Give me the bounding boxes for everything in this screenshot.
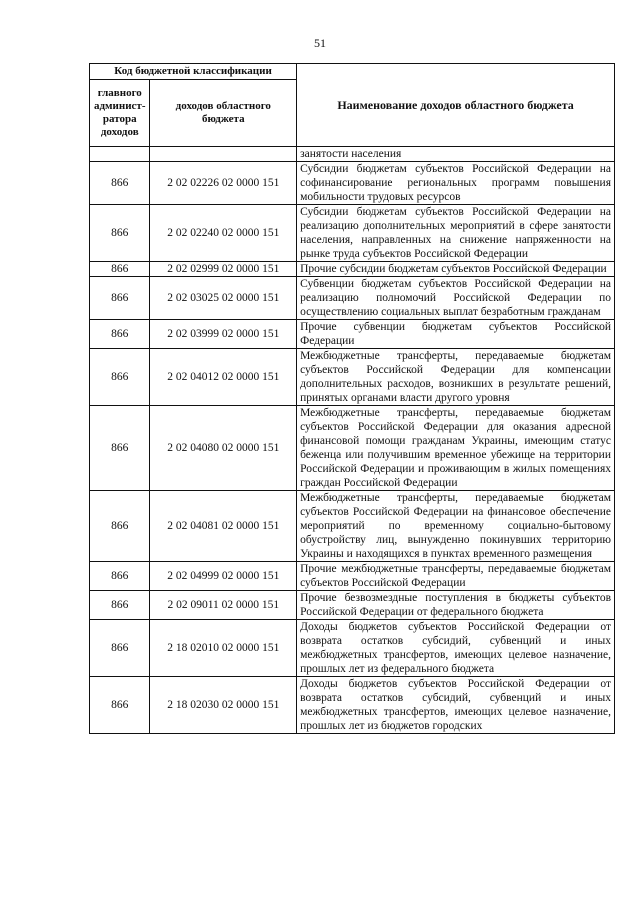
income-code-cell: 2 02 04080 02 0000 151 [150, 406, 297, 491]
income-code-cell: 2 02 03025 02 0000 151 [150, 277, 297, 320]
admin-code-cell: 866 [90, 205, 150, 262]
table-row [90, 205, 615, 262]
admin-code-cell: 866 [90, 162, 150, 205]
header-regional-income: доходов областного бюджета [150, 80, 297, 147]
income-code-cell: 2 02 02240 02 0000 151 [150, 205, 297, 262]
admin-code-cell: 866 [90, 677, 150, 734]
income-code-cell [150, 147, 297, 162]
budget-classification-table [89, 63, 615, 734]
income-name-cell: Доходы бюджетов субъектов Российской Федерации от возврата остатков субсидий, субвенций и иных межбюджетных трансфертов, имеющих целевое назначение, прошлых лет из бюджетов городских [297, 677, 615, 734]
admin-code-cell: 866 [90, 591, 150, 620]
table-row [90, 406, 615, 491]
admin-code-cell: 866 [90, 406, 150, 491]
income-code-cell: 2 02 04012 02 0000 151 [150, 349, 297, 406]
header-classification-code: Код бюджетной классификации [90, 64, 297, 80]
income-name-cell: Субсидии бюджетам субъектов Российской Федерации на софинансирование региональных программ повышения мобильности трудовых ресурсов [297, 162, 615, 205]
income-code-cell: 2 02 04081 02 0000 151 [150, 491, 297, 562]
table-row [90, 491, 615, 562]
income-code-cell: 2 18 02010 02 0000 151 [150, 620, 297, 677]
income-code-cell: 2 02 02226 02 0000 151 [150, 162, 297, 205]
income-code-cell: 2 02 02999 02 0000 151 [150, 262, 297, 277]
admin-code-cell [90, 147, 150, 162]
admin-code-cell: 866 [90, 620, 150, 677]
income-name-cell: Прочие межбюджетные трансферты, передаваемые бюджетам субъектов Российской Федерации [297, 562, 615, 591]
income-name-cell: Прочие субвенции бюджетам субъектов Российской Федерации [297, 320, 615, 349]
income-name-cell: занятости населения [297, 147, 615, 162]
table-row [90, 147, 615, 162]
table-row [90, 620, 615, 677]
table-row [90, 320, 615, 349]
income-name-cell: Межбюджетные трансферты, передаваемые бюджетам субъектов Российской Федерации для компенсации дополнительных расходов, возникших в результате решений, принятых органами власти другого уровня [297, 349, 615, 406]
table-row [90, 591, 615, 620]
income-name-cell: Прочие безвозмездные поступления в бюджеты субъектов Российской Федерации от федерального бюджета [297, 591, 615, 620]
admin-code-cell: 866 [90, 491, 150, 562]
income-name-cell: Субсидии бюджетам субъектов Российской Федерации на реализацию дополнительных мероприятий в сфере занятости населения, направленных на снижение напряженности на рынке труда субъектов Российской Федерации [297, 205, 615, 262]
income-name-cell: Субвенции бюджетам субъектов Российской Федерации на реализацию полномочий Российской Федерации по осуществлению социальных выплат безработным гражданам [297, 277, 615, 320]
table-row [90, 277, 615, 320]
admin-code-cell: 866 [90, 320, 150, 349]
admin-code-cell: 866 [90, 562, 150, 591]
table-row [90, 677, 615, 734]
page-number: 51 [314, 36, 326, 50]
header-income-name: Наименование доходов областного бюджета [297, 64, 615, 147]
income-name-cell: Доходы бюджетов субъектов Российской Федерации от возврата остатков субсидий, субвенций и иных межбюджетных трансфертов, имеющих целевое назначение, прошлых лет из федерального бюджета [297, 620, 615, 677]
table-row [90, 162, 615, 205]
table-row [90, 349, 615, 406]
income-code-cell: 2 02 04999 02 0000 151 [150, 562, 297, 591]
admin-code-cell: 866 [90, 262, 150, 277]
income-code-cell: 2 18 02030 02 0000 151 [150, 677, 297, 734]
admin-code-cell: 866 [90, 349, 150, 406]
header-main-administrator: главного админист-ратора доходов [90, 80, 150, 147]
income-code-cell: 2 02 09011 02 0000 151 [150, 591, 297, 620]
income-code-cell: 2 02 03999 02 0000 151 [150, 320, 297, 349]
admin-code-cell: 866 [90, 277, 150, 320]
income-name-cell: Прочие субсидии бюджетам субъектов Российской Федерации [297, 262, 615, 277]
income-name-cell: Межбюджетные трансферты, передаваемые бюджетам субъектов Российской Федерации на финансовое обеспечение мероприятий по временному социально-бытовому обустройству лиц, вынужденно покинувших территорию Украины и находящихся в пунктах временного размещения [297, 491, 615, 562]
table-row [90, 262, 615, 277]
table-row [90, 562, 615, 591]
income-name-cell: Межбюджетные трансферты, передаваемые бюджетам субъектов Российской Федерации для оказания адресной финансовой помощи гражданам Украины, имеющим статус беженца или получившим временное убежище на территории Российской Федерации и проживающим в жилых помещениях граждан Российской Федерации [297, 406, 615, 491]
